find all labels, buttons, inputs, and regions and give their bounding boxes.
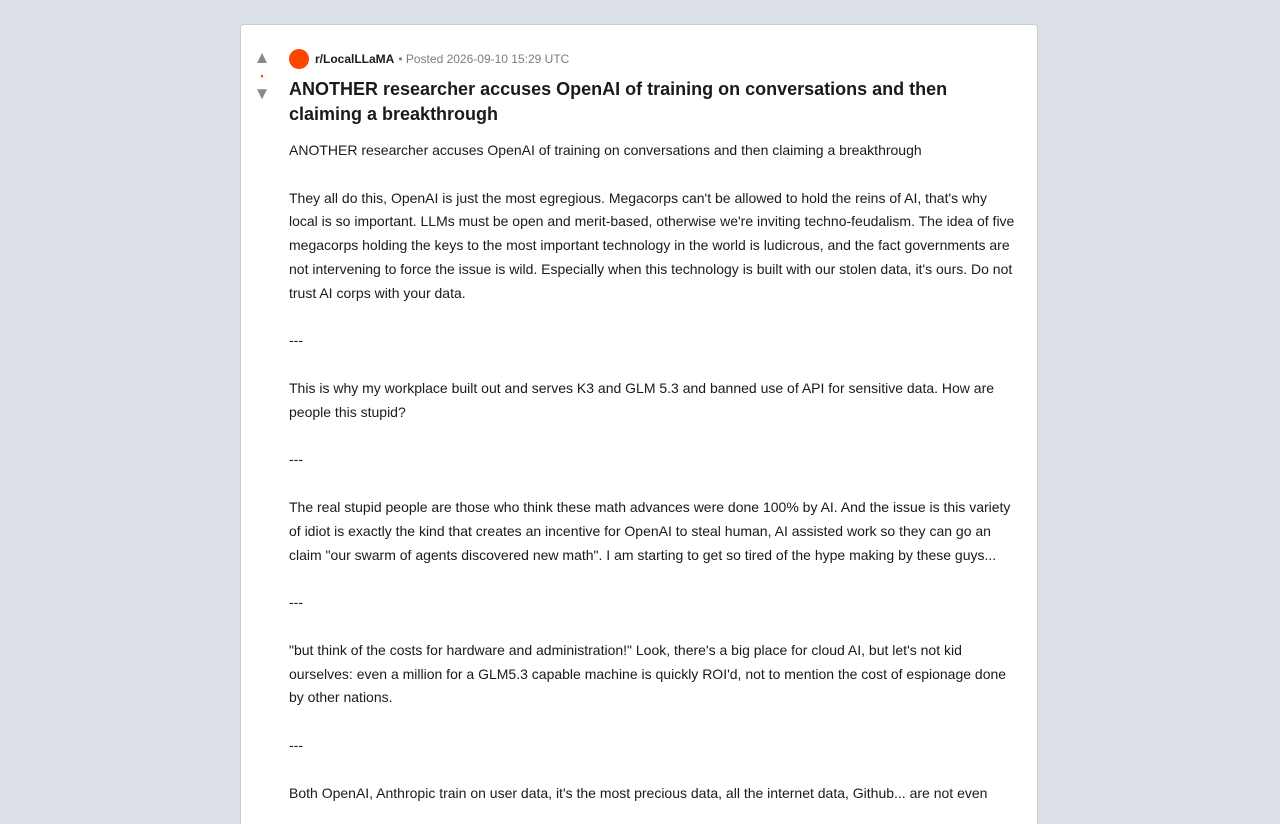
body-paragraph: "but think of the costs for hardware and administration!" Look, there's a big place for cloud AI, but let's not kid ourselves: even a million for a GLM5.3 capable machine is quickly ROI'd, not to mention the cost of espionage done by other nations. (289, 641, 1007, 706)
vote-column (251, 49, 273, 103)
body-paragraph: They all do this, OpenAI is just the most egregious. Megacorps can't be allowed to hold the reins of AI, that's why local is so important. LLMs must be open and merit-based, otherwise we're inviting techno-feudalism. The idea of five megacorps holding the keys to the most important technology in the world is ludicrous, and the fact governments are not intervening to force the issue is wild. Especially when this technology is built with our stolen data, it's ours. Do not trust AI corps with your data. (289, 189, 1015, 301)
post-body (289, 139, 1017, 805)
subreddit-icon[interactable] (289, 49, 309, 69)
body-paragraph: ANOTHER researcher accuses OpenAI of training on conversations and then claiming a breakthrough (289, 142, 922, 158)
body-separator: --- (289, 332, 303, 349)
post-content (289, 49, 1017, 824)
downvote-arrow-icon[interactable]: ▼ (253, 84, 271, 103)
body-separator: --- (289, 594, 303, 611)
post-card (240, 24, 1038, 824)
vote-score: • (260, 71, 264, 81)
subreddit-link[interactable]: r/LocalLLaMA (315, 52, 395, 66)
body-paragraph: This is why my workplace built out and serves K3 and GLM 5.3 and banned use of API for sensitive data. How are people this stupid? (289, 379, 995, 420)
body-separator: --- (289, 451, 303, 468)
body-paragraph: The real stupid people are those who think these math advances were done 100% by AI. And the issue is this variety of idiot is exactly the kind that creates an incentive for OpenAI to steal human, AI assisted work so they can go an claim "our swarm of agents discovered new math". I am starting to get so tired of the hype making by these guys... (289, 498, 1011, 563)
post-timestamp: • Posted 2026-09-10 15:29 UTC (398, 52, 570, 66)
body-separator: --- (289, 736, 303, 753)
upvote-arrow-icon[interactable]: ▲ (253, 48, 271, 67)
post-meta (289, 49, 1017, 69)
post-title[interactable]: ANOTHER researcher accuses OpenAI of training on conversations and then claiming a breakthrough (289, 79, 948, 124)
body-paragraph: Both OpenAI, Anthropic train on user data, it's the most precious data, all the internet data, Github... are not even (289, 784, 988, 801)
